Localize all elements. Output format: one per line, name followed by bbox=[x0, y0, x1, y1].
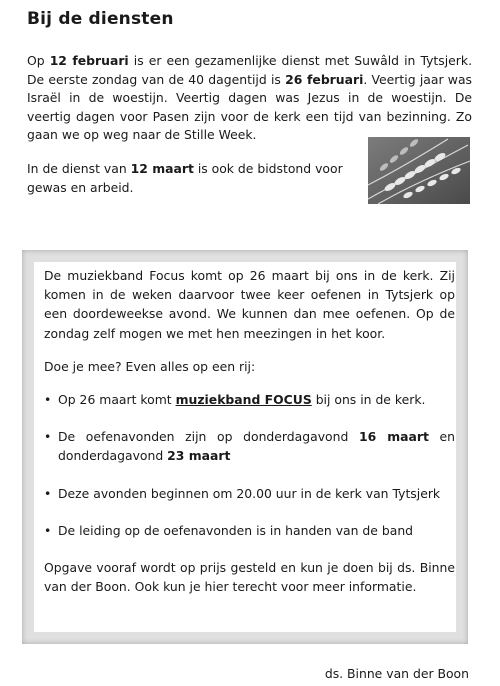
date-16-maart: 16 maart bbox=[358, 429, 429, 445]
list-item bbox=[44, 390, 455, 409]
list-text: Deze avonden beginnen om 20.00 uur in de kerk van Tytsjerk bbox=[58, 485, 441, 501]
list-text: De oefenavonden zijn op donderdagavond bbox=[58, 429, 359, 445]
list-text: en donderdagavond bbox=[58, 429, 455, 464]
intro-paragraph bbox=[27, 52, 472, 145]
bullet-icon: • bbox=[44, 522, 52, 538]
wheat-photo bbox=[368, 137, 470, 204]
bullet-icon: • bbox=[44, 392, 52, 408]
box-paragraph-2: Doe je mee? Even alles op een rij: bbox=[44, 358, 256, 374]
list-text: bij ons in de kerk. bbox=[311, 392, 426, 408]
band-name: muziekband FOCUS bbox=[175, 392, 312, 408]
signature: ds. Binne van der Boon bbox=[324, 666, 469, 681]
info-list bbox=[44, 390, 455, 540]
bullet-icon: • bbox=[44, 485, 52, 501]
bidstond-paragraph bbox=[27, 160, 357, 197]
intro-text-3: . Veertig jaar was Israël in de woestijn. Veertig dagen was Jezus in de woestijn. De veertig dagen voor Pasen zijn voor de kerk een tijd van bezinning. Zo gaan we op weg naar de Stille Week. bbox=[27, 71, 472, 143]
box-paragraph-3: Opgave vooraf wordt op prijs gesteld en kun je doen bij ds. Binne van der Boon. Ook kun je hier terecht voor meer informatie. bbox=[44, 560, 455, 595]
bidstond-text-1: In de dienst van bbox=[27, 161, 131, 176]
date-26-februari: 26 februari bbox=[285, 71, 364, 87]
bullet-icon: • bbox=[44, 429, 52, 445]
date-23-maart: 23 maart bbox=[167, 448, 231, 464]
box-paragraph-1: De muziekband Focus komt op 26 maart bij ons in de kerk. Zij komen in de weken daarvoor twee keer oefenen in Tytsjerk op een doordeweekse avond. We kunnen dan mee oefenen. Op de zondag zelf mogen we met hen meezingen in het koor. bbox=[44, 268, 455, 341]
info-box-content bbox=[44, 266, 455, 610]
list-item bbox=[44, 521, 455, 540]
intro-text-2: is er een gezamenlijke dienst met Suwâld in Tytsjerk. De eerste zondag van de 40 dagentijd is bbox=[27, 53, 473, 87]
page-title: Bij de diensten bbox=[27, 9, 174, 29]
list-text: Op 26 maart komt bbox=[58, 392, 176, 408]
intro-text-1: Op bbox=[27, 53, 50, 68]
list-text: De leiding op de oefenavonden is in handen van de band bbox=[58, 522, 414, 538]
date-12-februari: 12 februari bbox=[49, 53, 129, 68]
wheat-image bbox=[368, 137, 470, 204]
date-12-maart: 12 maart bbox=[130, 161, 194, 176]
list-item bbox=[44, 427, 455, 465]
bidstond-text-2: is ook de bidstond voor gewas en arbeid. bbox=[27, 161, 343, 195]
list-item bbox=[44, 484, 455, 503]
